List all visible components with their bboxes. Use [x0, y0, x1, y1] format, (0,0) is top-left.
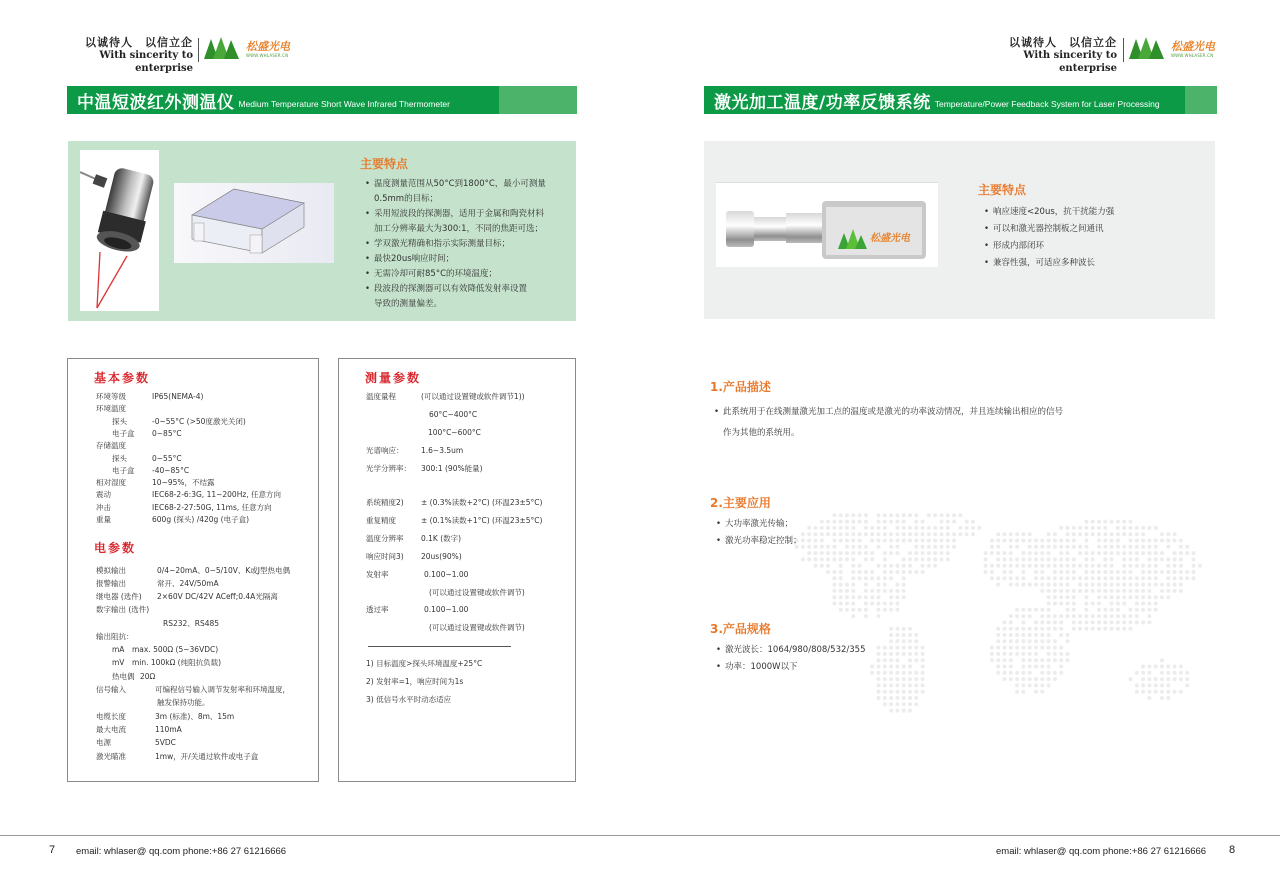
param-value: 20Ω [140, 672, 156, 681]
spec-item: • 功率：1000W以下 [716, 659, 865, 676]
param-label: 震动 [96, 490, 111, 499]
param-value: 0.100~1.00 [424, 605, 469, 614]
param-value: 100°C~600°C [428, 428, 481, 437]
application-item: • 激光功率稳定控制； [716, 533, 802, 550]
feature-item: • 最快20us响应时间； [365, 252, 575, 267]
param-value: 600g (探头) /420g (电子盒) [152, 515, 250, 524]
page-title-en: Medium Temperature Short Wave Infrared Thermometer [238, 99, 450, 109]
notes-divider [368, 646, 511, 647]
brand-name: 松盛光电 [1171, 39, 1215, 53]
company-logo [1128, 37, 1215, 61]
param-label: 冲击 [96, 503, 111, 512]
infrared-probe-icon [80, 150, 159, 311]
feature-item: • 学双激光精确和指示实际测量目标； [365, 237, 575, 252]
param-label: 透过率 [366, 605, 389, 614]
section-list-description [714, 403, 1144, 421]
param-label: 存储温度 [96, 441, 126, 450]
param-label: 报警输出 [96, 579, 126, 588]
section-title-specs: 3.产品规格 [710, 622, 771, 636]
brand-url: WWW.WHLASER.CN [1171, 52, 1214, 58]
feature-item: • 温度测量范围从50°C到1800°C，最小可测量 [365, 177, 575, 192]
feature-item: • 可以和激光器控制板之间通讯 [984, 221, 1204, 238]
param-value: (可以通过设置键或软件调节1)) [421, 392, 525, 401]
features-title: 主要特点 [978, 183, 1027, 197]
feature-item: • 形成内部闭环 [984, 238, 1204, 255]
param-value: 常开、24V/50mA [157, 579, 219, 588]
param-label: mA [112, 645, 125, 654]
electronics-box-icon [174, 183, 334, 263]
param-label: 温度量程 [366, 392, 396, 401]
slogan-en: With sincerity to enterprise [1023, 50, 1117, 74]
param-label: 光谱响应： [366, 446, 404, 455]
feature-item: • 兼容性强，可适应多种波长 [984, 255, 1204, 272]
param-value: 10~95%，不结露 [152, 478, 215, 487]
param-label: 电缆长度 [96, 712, 126, 721]
feature-item: • 无需冷却可耐85°C的环境温度； [365, 267, 575, 282]
param-value: 110mA [155, 725, 182, 734]
param-value: ± (0.1%读数+1°C) (环温23±5°C) [421, 516, 543, 525]
param-label: 探头 [112, 417, 127, 426]
section-list-specs [716, 642, 865, 676]
param-value: RS232、RS485 [163, 619, 220, 628]
feature-item-cont: 0.5mm的目标； [374, 194, 439, 204]
page-number-left: 7 [49, 844, 56, 856]
param-label: 响应时间3) [366, 552, 404, 561]
param-label: 输出阻抗： [96, 632, 134, 641]
section-title-applications: 2.主要应用 [710, 496, 771, 510]
electrical-params-title: 电参数 [94, 541, 137, 555]
param-value: 0~85°C [152, 429, 182, 438]
param-value: 2×60V DC/42V ACeff;0.4A光隔离 [157, 592, 278, 601]
param-value: 可编程信号输入调节发射率和环境温度， [155, 685, 290, 694]
feature-item-cont: 加工分辨率最大为300:1，不同的焦距可选； [374, 224, 543, 234]
param-label: 热电偶 [112, 672, 135, 681]
feature-item: • 段波段的探测器可以有效降低发射率设置 [365, 282, 575, 297]
svg-text:松盛光电: 松盛光电 [870, 233, 910, 244]
param-value: 0/4~20mA、0~5/10V、K或J型热电偶 [157, 566, 290, 575]
param-value: 60°C~400°C [429, 410, 478, 419]
param-label: 继电器 (选件) [96, 592, 142, 601]
section-list-applications [716, 516, 802, 550]
param-label: 最大电流 [96, 725, 126, 734]
param-value: 触发保持功能。 [157, 698, 210, 707]
param-value: (可以通过设置键或软件调节) [429, 588, 525, 597]
feature-item-cont: 导致的测量偏差。 [374, 299, 443, 309]
param-label: 模拟输出 [96, 566, 126, 575]
page-title-cn: 中温短波红外测温仪 [77, 92, 235, 113]
param-label: 电源 [96, 738, 111, 747]
param-label: 重量 [96, 515, 111, 524]
world-map-decoration [780, 505, 1220, 745]
pine-trees-icon [203, 37, 243, 61]
param-label: 环境等级 [96, 392, 126, 401]
param-label: 电子盒 [112, 429, 135, 438]
footnote: 1) 目标温度>探头环境温度+25°C [366, 659, 483, 668]
param-label: 数字输出 (选件) [96, 605, 150, 614]
features-panel [704, 141, 1215, 319]
param-label: 温度分辨率 [366, 534, 404, 543]
features-panel [68, 141, 576, 321]
param-label: 重复精度 [366, 516, 396, 525]
spec-item: • 激光波长：1064/980/808/532/355 [716, 642, 865, 659]
brand-name: 松盛光电 [246, 39, 290, 53]
param-value: IP65(NEMA-4) [152, 392, 204, 401]
param-label: mV [112, 658, 125, 667]
measurement-params-box [338, 358, 576, 782]
footnote: 2) 发射率=1，响应时间为1s [366, 677, 464, 686]
slogan [60, 36, 193, 75]
feature-item: • 采用短波段的探测器，适用于金属和陶瓷材料 [365, 207, 575, 222]
features-list [365, 177, 575, 312]
footer-contact-right: email: whlaser@ qq.com phone:+86 27 61216666 [996, 846, 1207, 857]
param-label: 信号输入 [96, 685, 126, 694]
param-label: 电子盒 [112, 466, 135, 475]
measurement-params-title: 测量参数 [365, 371, 422, 385]
brand-url: WWW.WHLASER.CN [246, 52, 289, 58]
page-title-band [67, 86, 577, 114]
param-value: max. 500Ω (5~36VDC) [132, 645, 219, 654]
param-value: 300:1 (90%能量) [421, 464, 483, 473]
basic-electrical-params-box [67, 358, 319, 782]
page-title-band [704, 86, 1217, 114]
pine-trees-icon [1128, 37, 1168, 61]
slogan [986, 36, 1117, 75]
features-title: 主要特点 [360, 157, 409, 171]
param-label: 激光瞄准 [96, 752, 126, 761]
sensor-image [716, 182, 938, 267]
param-label: 探头 [112, 454, 127, 463]
param-value: -0~55°C (>50度激光关闭) [152, 417, 246, 426]
footer-divider [0, 835, 1280, 836]
electronics-box-image [174, 183, 334, 263]
param-value: 5VDC [155, 738, 176, 747]
logo-divider [198, 38, 199, 62]
param-value: 0.100~1.00 [424, 570, 469, 579]
param-value: 0~55°C [152, 454, 182, 463]
slogan-cn: 以诚待人 以信立企 [1009, 36, 1117, 49]
param-value: min. 100kΩ (纯阻抗负载) [132, 658, 222, 667]
company-logo [203, 37, 290, 61]
description-item: • 此系统用于在线测量激光加工点的温度或是激光的功率波动情况，并且连续输出相应的信号 [714, 403, 1144, 421]
param-value: IEC68-2-27:50G, 11ms, 任意方向 [152, 503, 272, 512]
param-value: 1.6~3.5um [421, 446, 464, 455]
slogan-cn: 以诚待人 以信立企 [85, 36, 193, 49]
page-title-en: Temperature/Power Feedback System for Laser Processing [934, 99, 1160, 109]
footer-contact-left: email: whlaser@ qq.com phone:+86 27 61216666 [76, 846, 287, 857]
param-value: IEC68-2-6:3G, 11~200Hz, 任意方向 [152, 490, 282, 499]
param-label: 发射率 [366, 570, 389, 579]
param-value: -40~85°C [152, 466, 190, 475]
param-value: 3m (标准)、8m、15m [155, 712, 235, 721]
param-label: 系统精度2) [366, 498, 404, 507]
probe-image [80, 150, 159, 311]
application-item: • 大功率激光传输； [716, 516, 802, 533]
param-label: 相对湿度 [96, 478, 126, 487]
features-list [984, 204, 1204, 272]
slogan-en: With sincerity to enterprise [99, 50, 193, 74]
description-continuation: 作为其他的系统用。 [723, 428, 800, 438]
section-title-description: 1.产品描述 [710, 380, 771, 394]
page-number-right: 8 [1229, 844, 1236, 856]
footnote: 3) 低信号水平时动态适应 [366, 695, 452, 704]
param-value: 20us(90%) [421, 552, 462, 561]
laser-sensor-icon [716, 183, 938, 268]
logo-divider [1123, 38, 1124, 62]
param-value: 0.1K (数字) [421, 534, 462, 543]
param-label: 光学分辨率： [366, 464, 411, 473]
param-value: ± (0.3%读数+2°C) (环温23±5°C) [421, 498, 543, 507]
basic-params-title: 基本参数 [94, 371, 151, 385]
page-title-cn: 激光加工温度/功率反馈系统 [714, 92, 931, 113]
param-value: (可以通过设置键或软件调节) [429, 623, 525, 632]
feature-item: • 响应速度<20us，抗干扰能力强 [984, 204, 1204, 221]
param-label: 环境温度 [96, 404, 126, 413]
param-value: 1mw，开/关通过软件或电子盒 [155, 752, 259, 761]
